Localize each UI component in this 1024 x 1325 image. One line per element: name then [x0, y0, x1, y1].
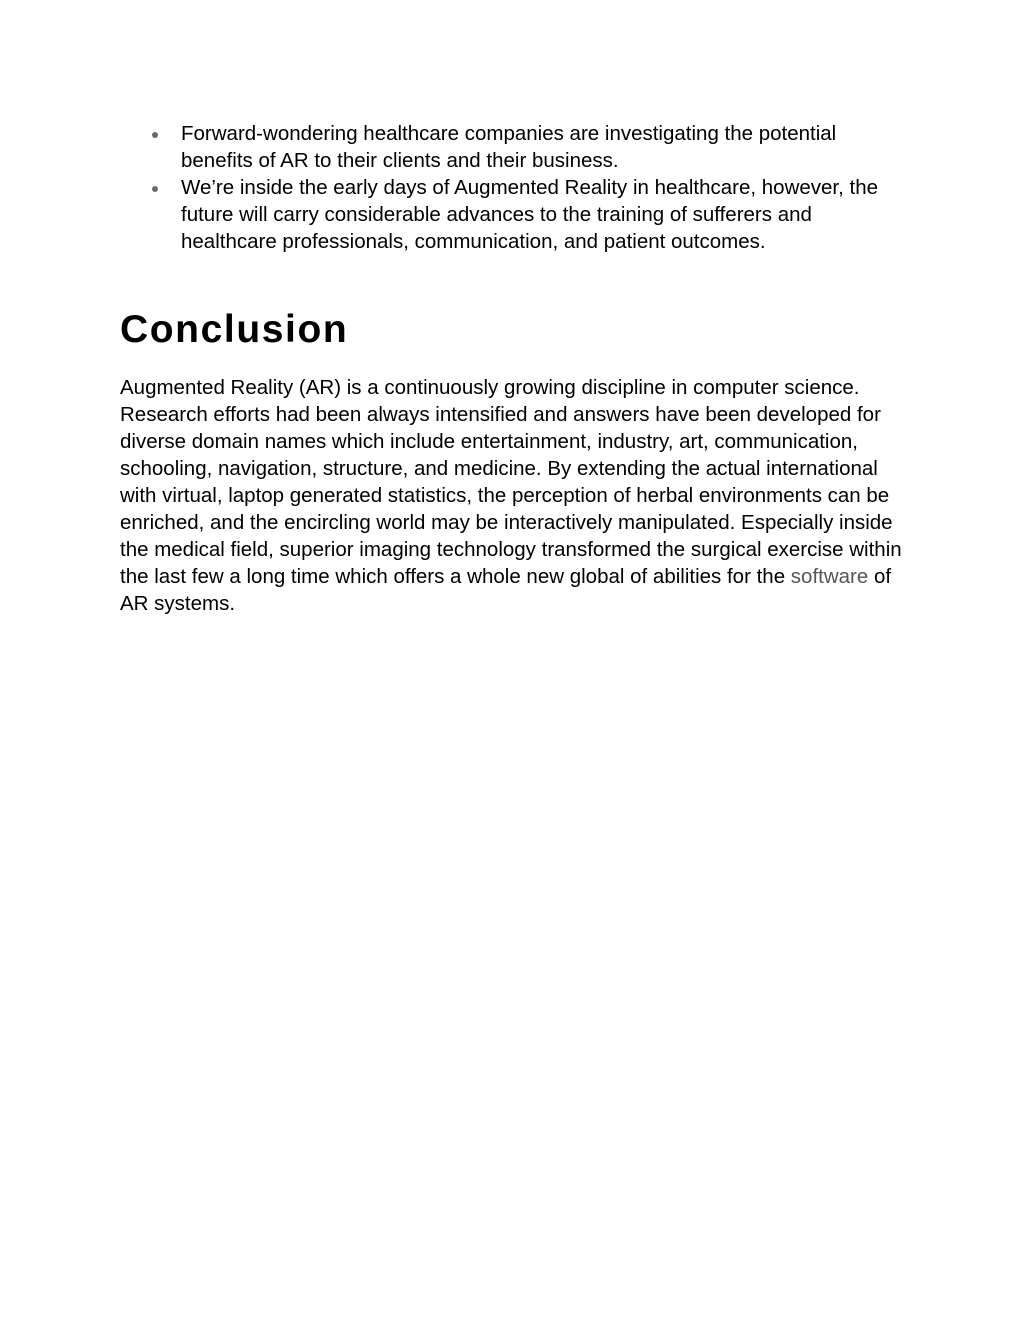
- conclusion-paragraph: [120, 374, 910, 617]
- paragraph-text-end: of AR systems.: [120, 565, 892, 615]
- bullet-list: [120, 120, 910, 255]
- bullet-icon: [152, 132, 158, 138]
- list-item-text: Forward-wondering healthcare companies are investigating the potential benefits of AR to their clients and their business.: [181, 122, 837, 172]
- software-link[interactable]: software: [790, 565, 869, 588]
- section-heading-conclusion: Conclusion: [120, 308, 349, 351]
- list-item: [120, 174, 910, 255]
- list-item: [120, 120, 910, 174]
- paragraph-text-start: Augmented Reality (AR) is a continuously growing discipline in computer science. Research efforts had been always intensified and answers have been developed for diverse domain names which include entertainment, industry, art, communication, schooling, navigation, structure, and medicine. By extending the actual international with virtual, laptop generated statistics, the perception of herbal environments can be enriched, and the encircling world may be interactively manipulated. Especially inside the medical field, superior imaging technology transformed the surgical exercise within the last few a long time which offers a whole new global of abilities for the: [120, 376, 902, 588]
- bullet-icon: [152, 186, 158, 192]
- list-item-text: We’re inside the early days of Augmented Reality in healthcare, however, the future will carry considerable advances to the training of sufferers and healthcare professionals, communication, and patient outcomes.: [181, 176, 879, 253]
